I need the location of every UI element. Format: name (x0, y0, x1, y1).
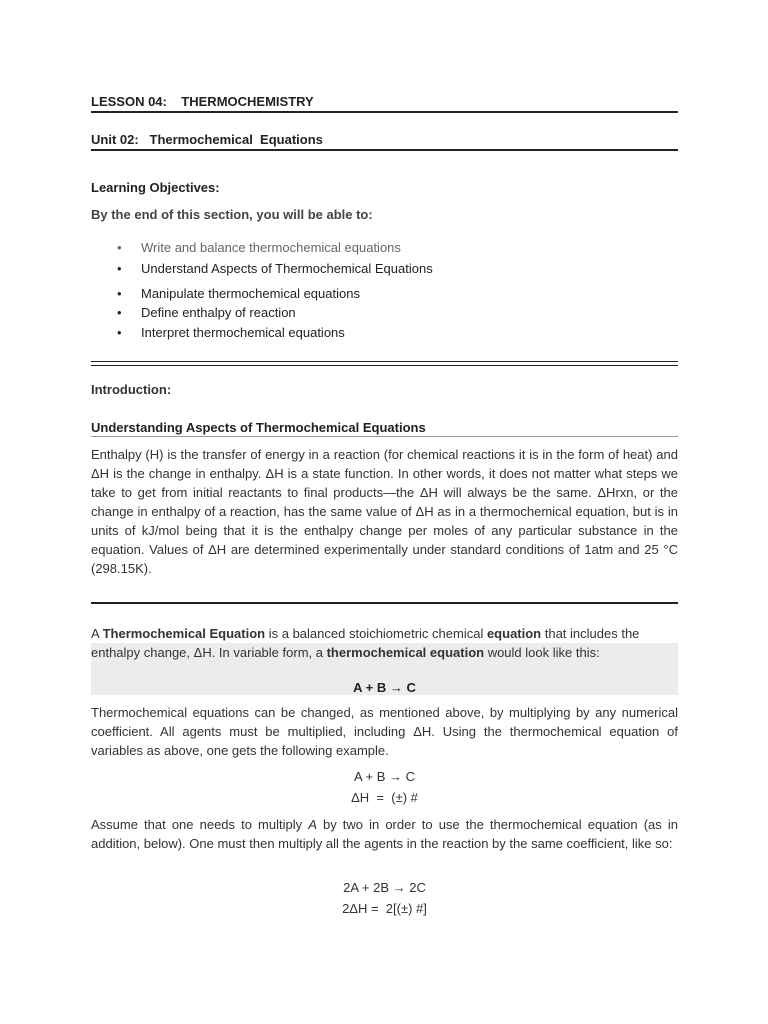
objective-text: Interpret thermochemical equations (141, 325, 345, 340)
objective-text: Write and balance thermochemical equations (141, 240, 401, 255)
unit-title: Unit 02: Thermochemical Equations (91, 132, 323, 147)
scaled-enthalpy: 2ΔH = 2[(±) #] (342, 901, 427, 916)
section-divider-2 (91, 602, 678, 604)
bullet-icon: • (117, 261, 122, 276)
bullet-icon: • (117, 286, 122, 301)
bullet-icon: • (117, 305, 122, 320)
enthalpy-paragraph: Enthalpy (H) is the transfer of energy in a reaction (for chemical reactions it is in the form of heat) and ΔH is the change in enthalpy. ΔH is a state function. In other words, it does not matter what steps we take to get from initial reactants to final products—the ΔH will always be the same. ΔHrxn, or the change in enthalpy of a reaction, has the same value of ΔH as in a thermochemical equation, but is in units of kJ/mol being that it is the enthalpy change per moles of any particular substance in the equation. Values of ΔH are determined experimentally under standard conditions of 1atm and 25 °C (298.15K). (91, 447, 678, 576)
title-rule (91, 111, 678, 113)
objective-text: Manipulate thermochemical equations (141, 286, 360, 301)
bullet-icon: • (117, 325, 122, 340)
definition-paragraph-line2: enthalpy change, ΔH. In variable form, a thermochemical equation would look like this: (91, 645, 600, 660)
example-equation: A + B → C (353, 769, 416, 784)
objectives-heading: Learning Objectives: (91, 180, 220, 195)
objectives-intro: By the end of this section, you will be able to: (91, 207, 373, 222)
assume-paragraph: Assume that one needs to multiply A by two in order to use the thermochemical equation (as in addition, below). One must then multiply all the agents in the reaction by the same coefficient, like so: (91, 817, 682, 851)
example-enthalpy: ΔH = (±) # (351, 790, 418, 805)
objective-text: Understand Aspects of Thermochemical Equations (141, 261, 433, 276)
bullet-icon: • (117, 240, 122, 255)
objective-text: Define enthalpy of reaction (141, 305, 296, 320)
unit-rule (91, 149, 678, 151)
lesson-title: LESSON 04: THERMOCHEMISTRY (91, 94, 314, 109)
definition-paragraph-line1: A Thermochemical Equation is a balanced stoichiometric chemical equation that includes the (91, 626, 640, 641)
section-divider (91, 361, 678, 366)
variable-equation: A + B → C (353, 680, 416, 695)
section-heading: Understanding Aspects of Thermochemical Equations (91, 420, 426, 435)
heading-rule (91, 436, 678, 437)
scaled-equation: 2A + 2B → 2C (343, 880, 426, 895)
introduction-label: Introduction: (91, 382, 172, 397)
multiply-paragraph: Thermochemical equations can be changed, as mentioned above, by multiplying by any numerical coefficient. All agents must be multiplied, including ΔH. Using the thermochemical equation of variables as above, one gets the following example. (91, 705, 678, 758)
